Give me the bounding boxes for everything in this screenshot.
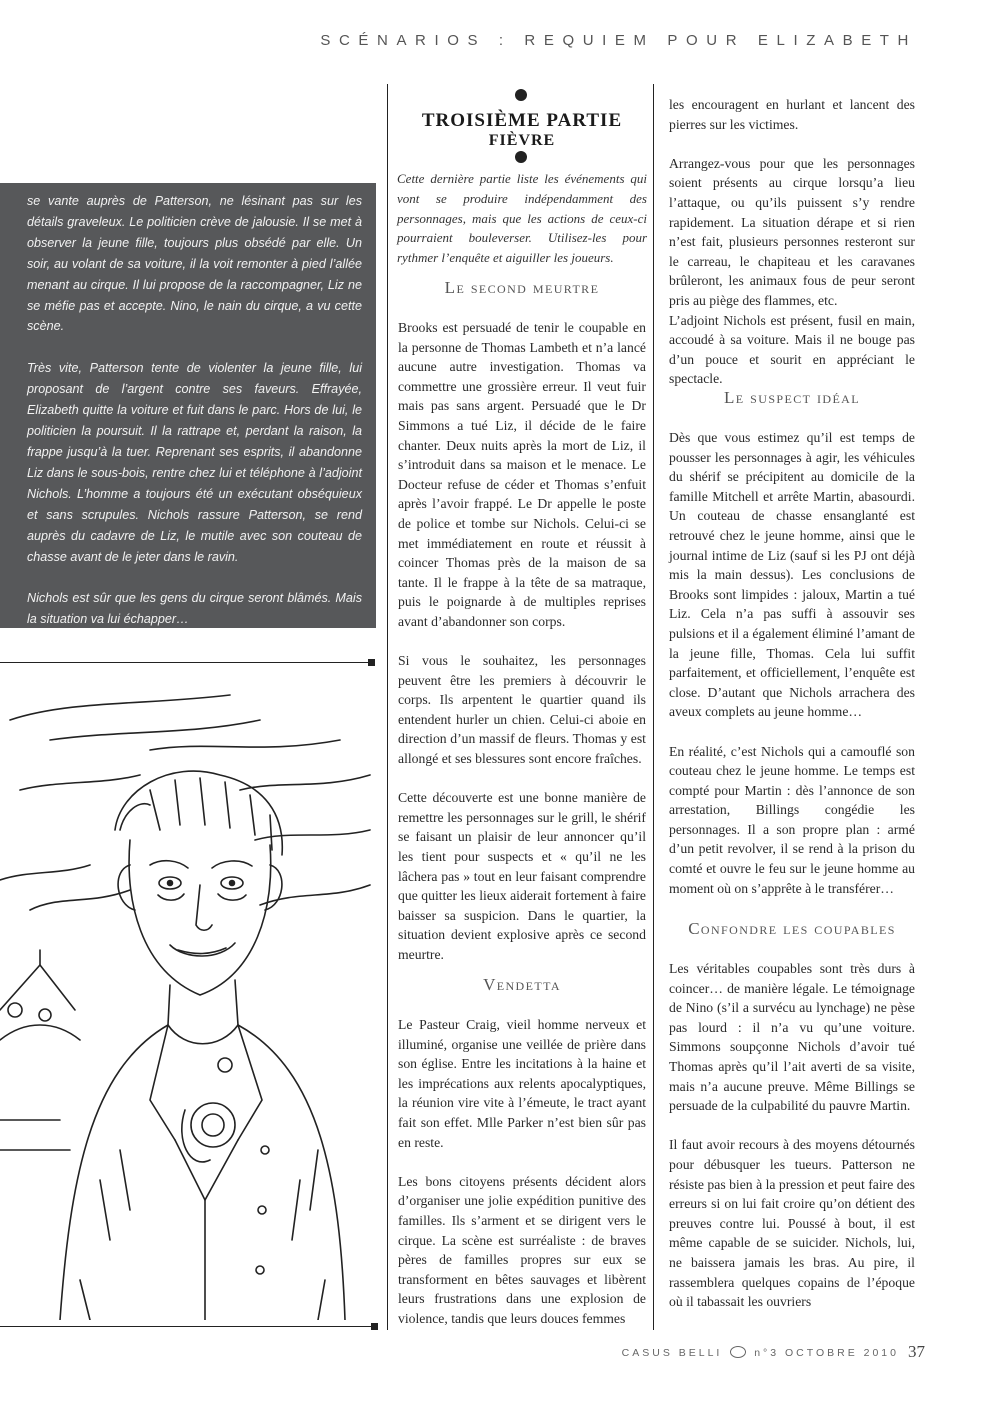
- portrait-illustration: [0, 680, 372, 1320]
- sidebar-paragraph: se vante auprès de Patterson, ne lésinant pas sur les détails graveleux. Le politicien crève de jalousie. Il se met à observer la jeune fille, toujours plus obsédé par elle. Un soir, au volant de sa voiture, il la voit remonter à pied l’allée menant au cirque. Il lui propose de la raccompagner, Liz ne se méfie pas et accepte. Nino, le nain du cirque, a vu cette scène.: [27, 194, 362, 334]
- part-subtitle: FIÈVRE: [488, 132, 556, 149]
- paragraph: les encouragent en hurlant et lancent des pierres sur les victimes.: [669, 97, 915, 132]
- right-column-text-3: [669, 959, 915, 1312]
- illustration-top-rule: [0, 662, 372, 663]
- paragraph: Le Pasteur Craig, vieil homme nerveux et illuminé, organise une veillée de prière dans son église. Entre les incitations à la haine et les imprécations aux relents apocalyptiques, la réunion vire vite à l’émeute, le tract ayant fait son effet. Mlle Parker n’est bien sûr pas en reste.: [398, 1017, 646, 1150]
- paragraph: Si vous le souhaitez, les personnages peuvent être les premiers à découvrir le corps. Ils arpentent le quartier quand ils entendent hurler un chien. Celui-ci aboie en direction d’un massif de fleurs. Thomas y est allongé et ses blessures sont encore fraîches.: [398, 653, 646, 767]
- sidebar-box: [0, 183, 376, 628]
- paragraph: Brooks est persuadé de tenir le coupable en la personne de Thomas Lambeth et n’a lancé aucune autre investigation. Thomas va commettre une grossière erreur. Il veut fuir mais pas sans argent. Persuadé que le Dr Simmons a tué Liz, il décide de le faire chanter. Deux nuits après la mort de Liz, il s’introduit dans sa maison et le menace. Le Docteur refuse de céder et Thomas s’enfuit après l’avoir frappé. Le Dr appelle le poste de police et tombe sur Nichols. Celui-ci se met immédiatement en route et réussit à coincer Thomas près de la maison de sa tante. Il le frappe à la tête de sa matraque, puis le poignarde à de multiples reprises avant d’abandonner son corps.: [398, 320, 646, 629]
- right-column-text: [669, 95, 915, 389]
- paragraph: L’adjoint Nichols est présent, fusil en main, accoudé à sa voiture. Mais il ne bouge pas d’un pouce et sourit en appréciant le spectacle.: [669, 312, 915, 387]
- magazine-issue: n°3 OCTOBRE 2010: [754, 1347, 899, 1359]
- paragraph: En réalité, c’est Nichols qui a camouflé son couteau chez le jeune homme. Le temps est compté pour Martin : dès l’annonce de son arrestation, Billings congédie les personnages. Il a son propre plan : armé d’un petit revolver, il se rend à la prison du comté et ouvre le feu sur le jeune homme au moment où on s’apprête à le transférer…: [669, 743, 915, 896]
- column-divider-right: [653, 84, 654, 1330]
- right-column-text-2: [669, 428, 915, 918]
- paragraph: Les véritables coupables sont très durs à coincer… de manière légale. Le témoignage de Nino (s’il a survécu au lynchage) ne pèse pas lourd : il n’a vu qu’une voiture. Simmons soupçonne Nichols d’avoir tué Thomas après qu’il l’ait averti de sa visite, mais n’a aucune preuve. Même Billings se persuade de la culpabilité du pauvre Martin.: [669, 961, 915, 1114]
- middle-column-text-2: [398, 1015, 646, 1329]
- part-intro: Cette dernière partie liste les événements qui vont se produire indépendamment des personnages, mais que les actions de ceux-ci pourraient bouleverser. Utilisez-les pour rythmer l’enquête et aiguiller les joueurs.: [397, 171, 647, 266]
- sidebar-paragraph: Nichols est sûr que les gens du cirque seront blâmés. Mais la situation va lui échapper…: [27, 591, 362, 627]
- column-divider-left: [387, 84, 388, 1330]
- part-title: TROISIÈME PARTIE: [421, 110, 623, 131]
- paragraph: Arrangez-vous pour que les personnages soient présents au cirque lorsqu’a lieu l’attaque, ou qu’ils puissent s’y rendre rapidement. La situation dérape et si rien n’est fait, plusieurs personnes resteront sur le carreau, le chapiteau et les caravanes brûleront, les animaux fous de peur seront pris au piège des flammes, etc.: [669, 155, 915, 308]
- sidebar-paragraph: Très vite, Patterson tente de violenter la jeune fille, lui proposant de l’argent contre ses faveurs. Effrayée, Elizabeth quitte la voiture et fuit dans le parc. Hors de lui, le politicien la poursuit. Il la rattrape et, perdant la raison, la frappe jusqu’à la tuer. Reprenant ses esprits, il abandonne Liz dans le sous-bois, rentre chez lui et téléphone à l’adjoint Nichols. L’homme a toujours été un exécutant obséquieux et sans scrupules. Nichols rassure Patterson, se rend auprès du cadavre de Liz, le mutile avec son couteau de chasse avant de le jeter dans le ravin.: [27, 361, 362, 564]
- illustration-top-marker: [368, 659, 375, 666]
- paragraph: Les bons citoyens présents décident alors d’organiser une jolie expédition punitive des familles. Ils s’arment et se dirigent vers le cirque. La scène est surréaliste : de braves pères de familles propres sur eux se transforment en bêtes sauvages et libèrent leurs frustrations dans une explosion de violence, tandis que leurs douces femmes: [398, 1173, 646, 1326]
- illustration-bottom-rule: [0, 1326, 374, 1327]
- section-heading-second-murder: Le second meurtre: [444, 278, 600, 297]
- paragraph: Il faut avoir recours à des moyens détournés pour débusquer les tueurs. Patterson ne résiste pas bien à la pression et peut faire des erreurs si on lui fait croire qu’on détient des preuves contre lui. Poussé à bout, il est même capable de se suicider. Nichols, lui, ne baissera jamais les bras. Au pire, il rassemblera quelques copains de l’époque où il tabassait les ouvriers: [669, 1137, 915, 1310]
- paragraph: Cette découverte est une bonne manière de remettre les personnages sur le grill, le shérif se faisant un plaisir de leur annoncer qu’il les tient pour suspects et « qu’il ne les lâchera pas » tout en leur faisant comprendre que quitter les lieux aiderait fortement à faire baisser sa suspicion. Dans le quartier, la situation devient explosive après ce second meurtre.: [398, 790, 646, 962]
- section-heading-vendetta: Vendetta: [483, 975, 561, 994]
- illustration-bottom-marker: [371, 1323, 378, 1330]
- section-heading-ideal-suspect: Le suspect idéal: [724, 388, 860, 407]
- magazine-logo-icon: [730, 1346, 746, 1358]
- page-number: 37: [908, 1342, 925, 1361]
- middle-column-text: [398, 318, 646, 984]
- title-bullet-top: [515, 89, 527, 101]
- footer-magazine: [622, 1346, 899, 1359]
- magazine-name: CASUS BELLI: [621, 1347, 723, 1359]
- paragraph: Dès que vous estimez qu’il est temps de pousser les personnages à agir, les véhicules du shérif se précipitent au domicile de la famille Mitchell et arrête Martin, abasourdi. Un couteau de chasse ensanglanté est retrouvé chez le jeune homme, ainsi que le journal intime de Liz (sauf si les PJ ont déjà mis la main dessus). Les conclusions de Brooks sont limpides : jaloux, Martin a tué Liz. Cela n’a pas suffi à assouvir ses pulsions et il a également éliminé l’amant de la jeune fille, Thomas. Cela lui suffit parfaitement, et officiellement, l’enquête est close. D’autant que Nichols arrachera des aveux complets au jeune homme…: [669, 430, 915, 720]
- running-header: SCÉNARIOS : REQUIEM POUR ELIZABETH: [320, 32, 917, 49]
- section-heading-catch-culprits: Confondre les coupables: [688, 919, 896, 938]
- title-bullet-bottom: [515, 151, 527, 163]
